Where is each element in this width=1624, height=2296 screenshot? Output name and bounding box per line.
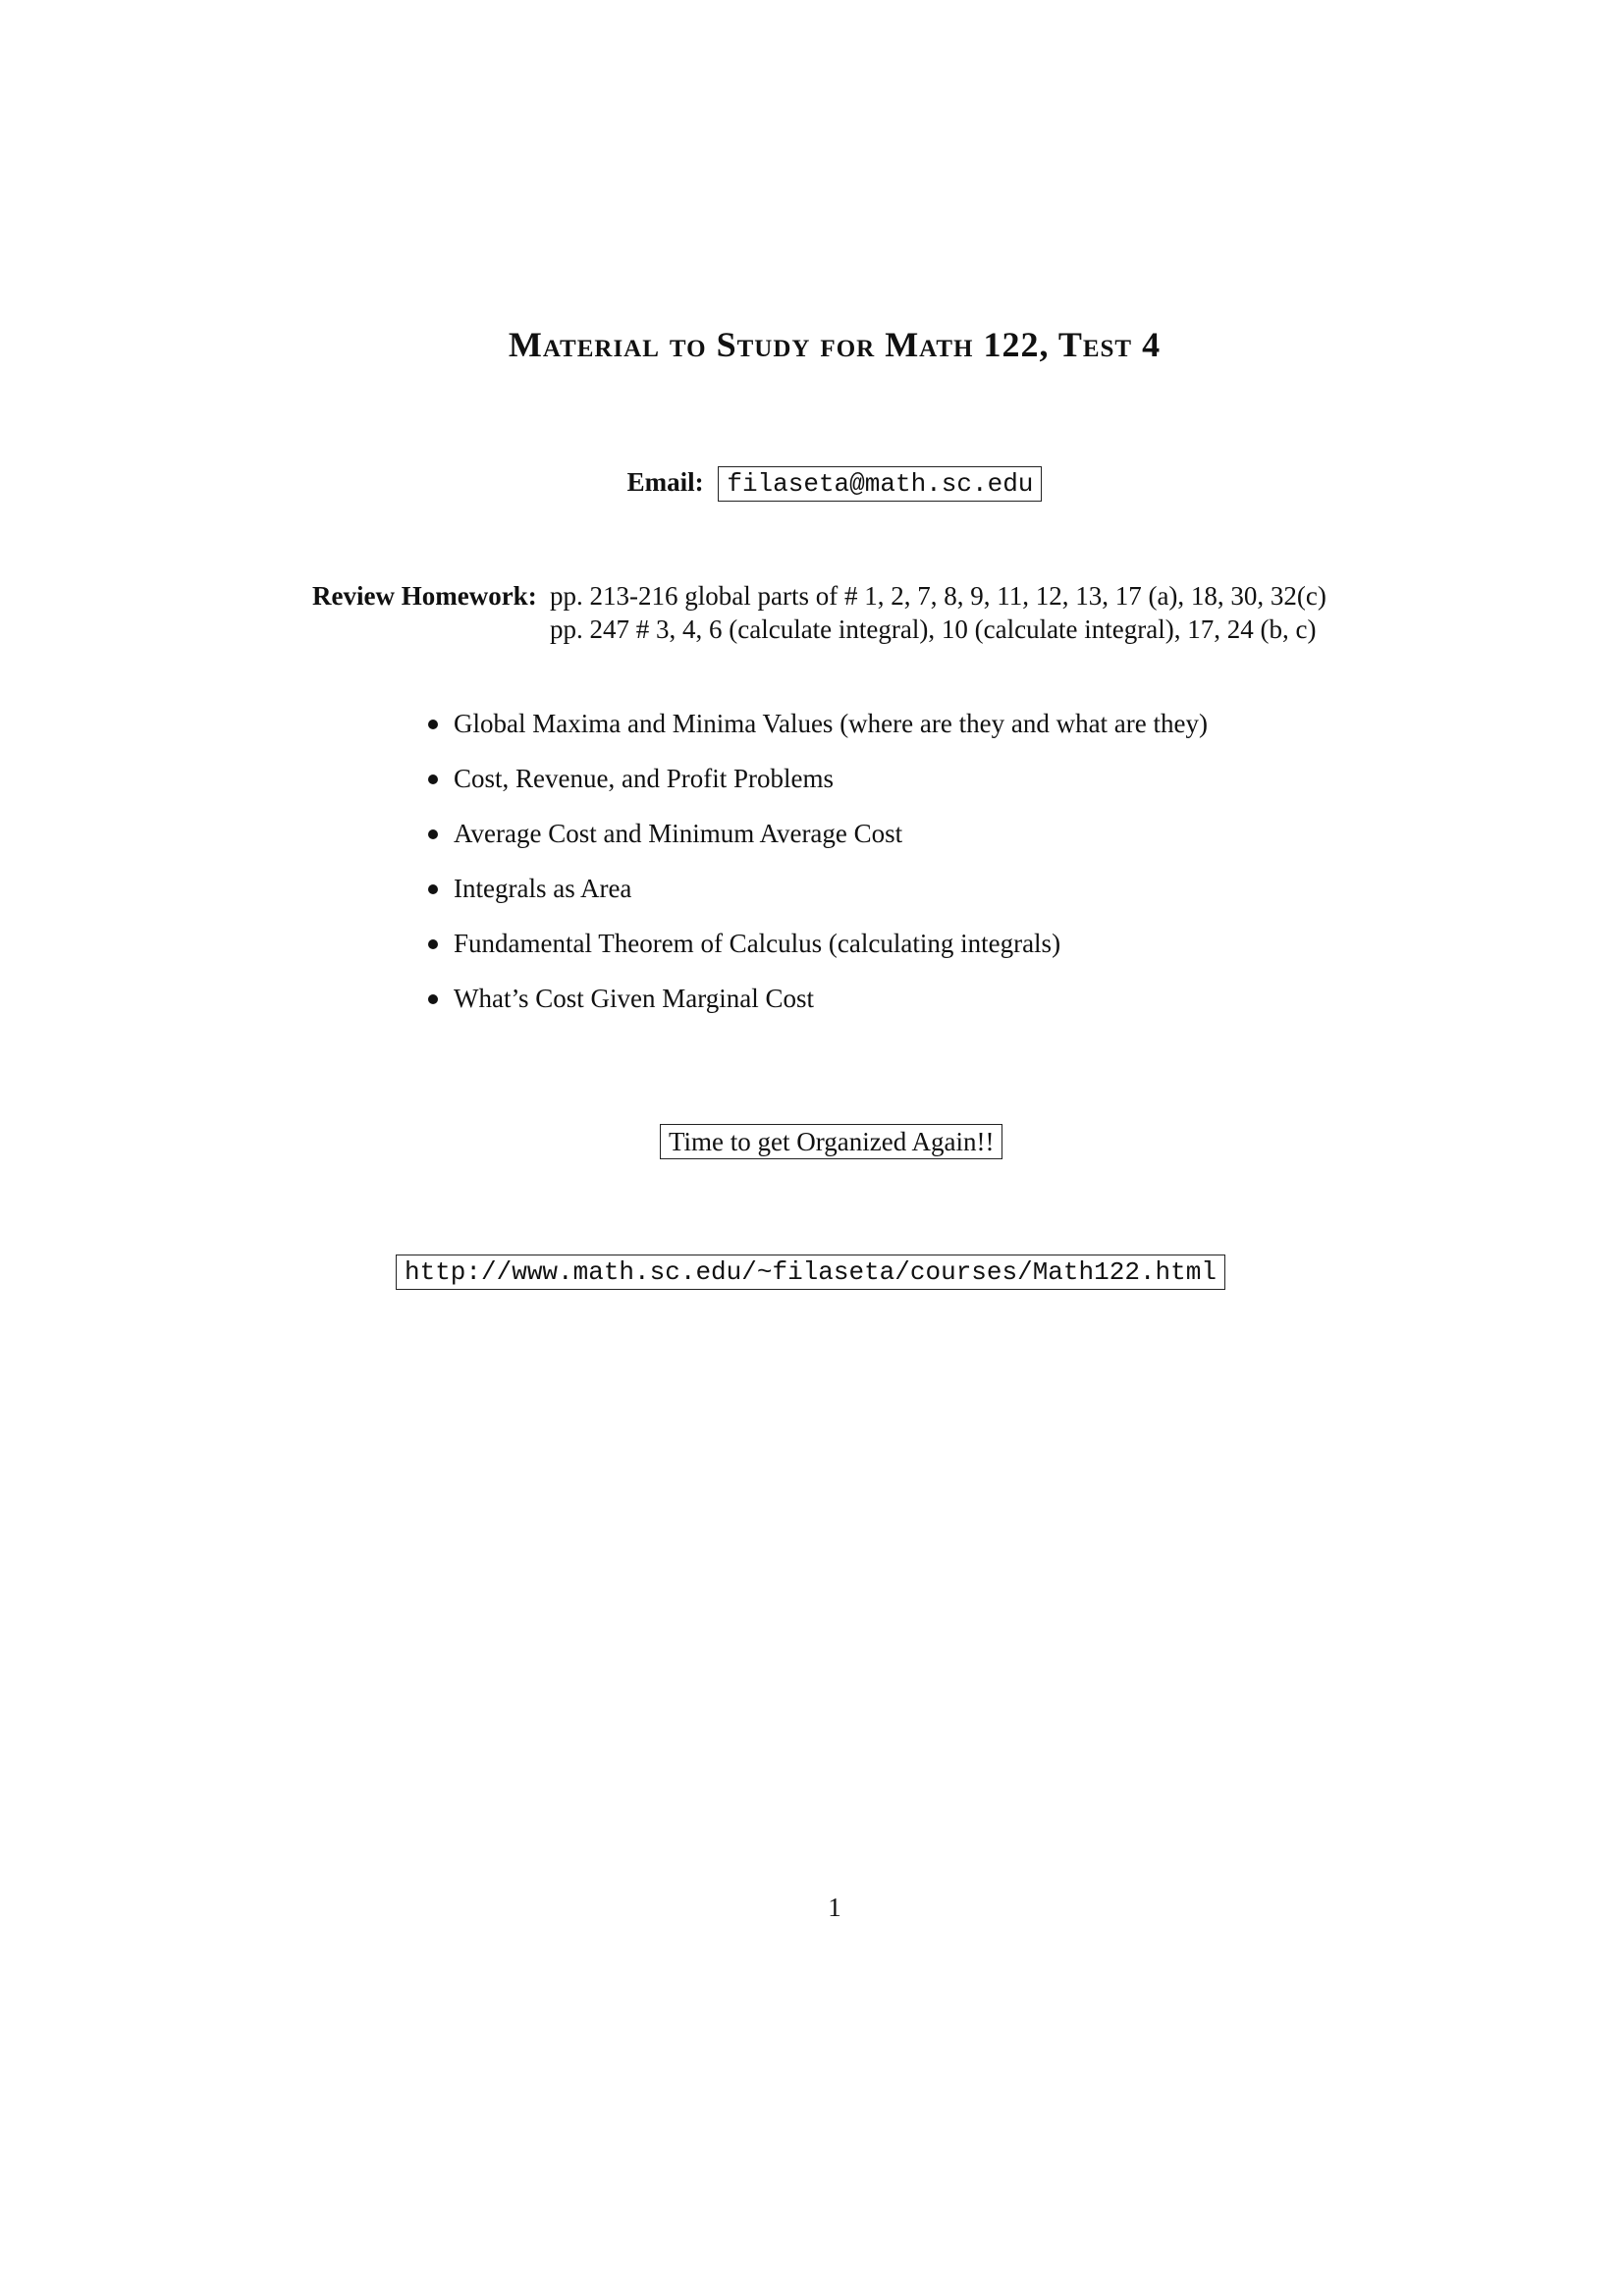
organized-note: Time to get Organized Again!! bbox=[660, 1124, 1002, 1159]
topic-text: Global Maxima and Minima Values (where are they and what are they) bbox=[454, 709, 1208, 738]
review-homework-lines bbox=[550, 579, 1326, 646]
topic-text: Cost, Revenue, and Profit Problems bbox=[454, 764, 834, 793]
study-topics-list bbox=[420, 707, 1208, 1037]
review-homework-line: pp. 213-216 global parts of # 1, 2, 7, 8, 9, 11, 12, 13, 17 (a), 18, 30, 32(c) bbox=[550, 581, 1326, 611]
bullet-icon bbox=[428, 939, 438, 949]
page-title: Material to Study for Math 122, Test 4 bbox=[508, 325, 1162, 364]
bullet-icon bbox=[428, 829, 438, 839]
page-number: 1 bbox=[828, 1893, 841, 1922]
list-item bbox=[420, 707, 1208, 762]
course-url-link[interactable]: http://www.math.sc.edu/~filaseta/courses/Math122.html bbox=[396, 1255, 1225, 1290]
topic-text: Fundamental Theorem of Calculus (calculating integrals) bbox=[454, 929, 1061, 958]
email-row bbox=[0, 463, 1624, 502]
list-item bbox=[420, 817, 1208, 872]
list-item bbox=[420, 927, 1208, 982]
list-item bbox=[420, 982, 1208, 1037]
topic-text: Integrals as Area bbox=[454, 874, 632, 903]
list-item bbox=[420, 762, 1208, 817]
email-label: Email: bbox=[626, 467, 704, 497]
review-homework-label: Review Homework: bbox=[312, 581, 537, 611]
topic-text: What’s Cost Given Marginal Cost bbox=[454, 984, 814, 1013]
bullet-icon bbox=[428, 884, 438, 894]
list-item bbox=[420, 872, 1208, 927]
email-address-link[interactable]: filaseta@math.sc.edu bbox=[718, 466, 1042, 502]
bullet-icon bbox=[428, 994, 438, 1004]
bullet-icon bbox=[428, 720, 438, 729]
organized-note-box bbox=[660, 1124, 1002, 1159]
course-url-row bbox=[396, 1255, 1225, 1290]
bullet-icon bbox=[428, 774, 438, 784]
topic-text: Average Cost and Minimum Average Cost bbox=[454, 819, 903, 848]
review-homework-line: pp. 247 # 3, 4, 6 (calculate integral), 10 (calculate integral), 17, 24 (b, c) bbox=[550, 614, 1317, 644]
